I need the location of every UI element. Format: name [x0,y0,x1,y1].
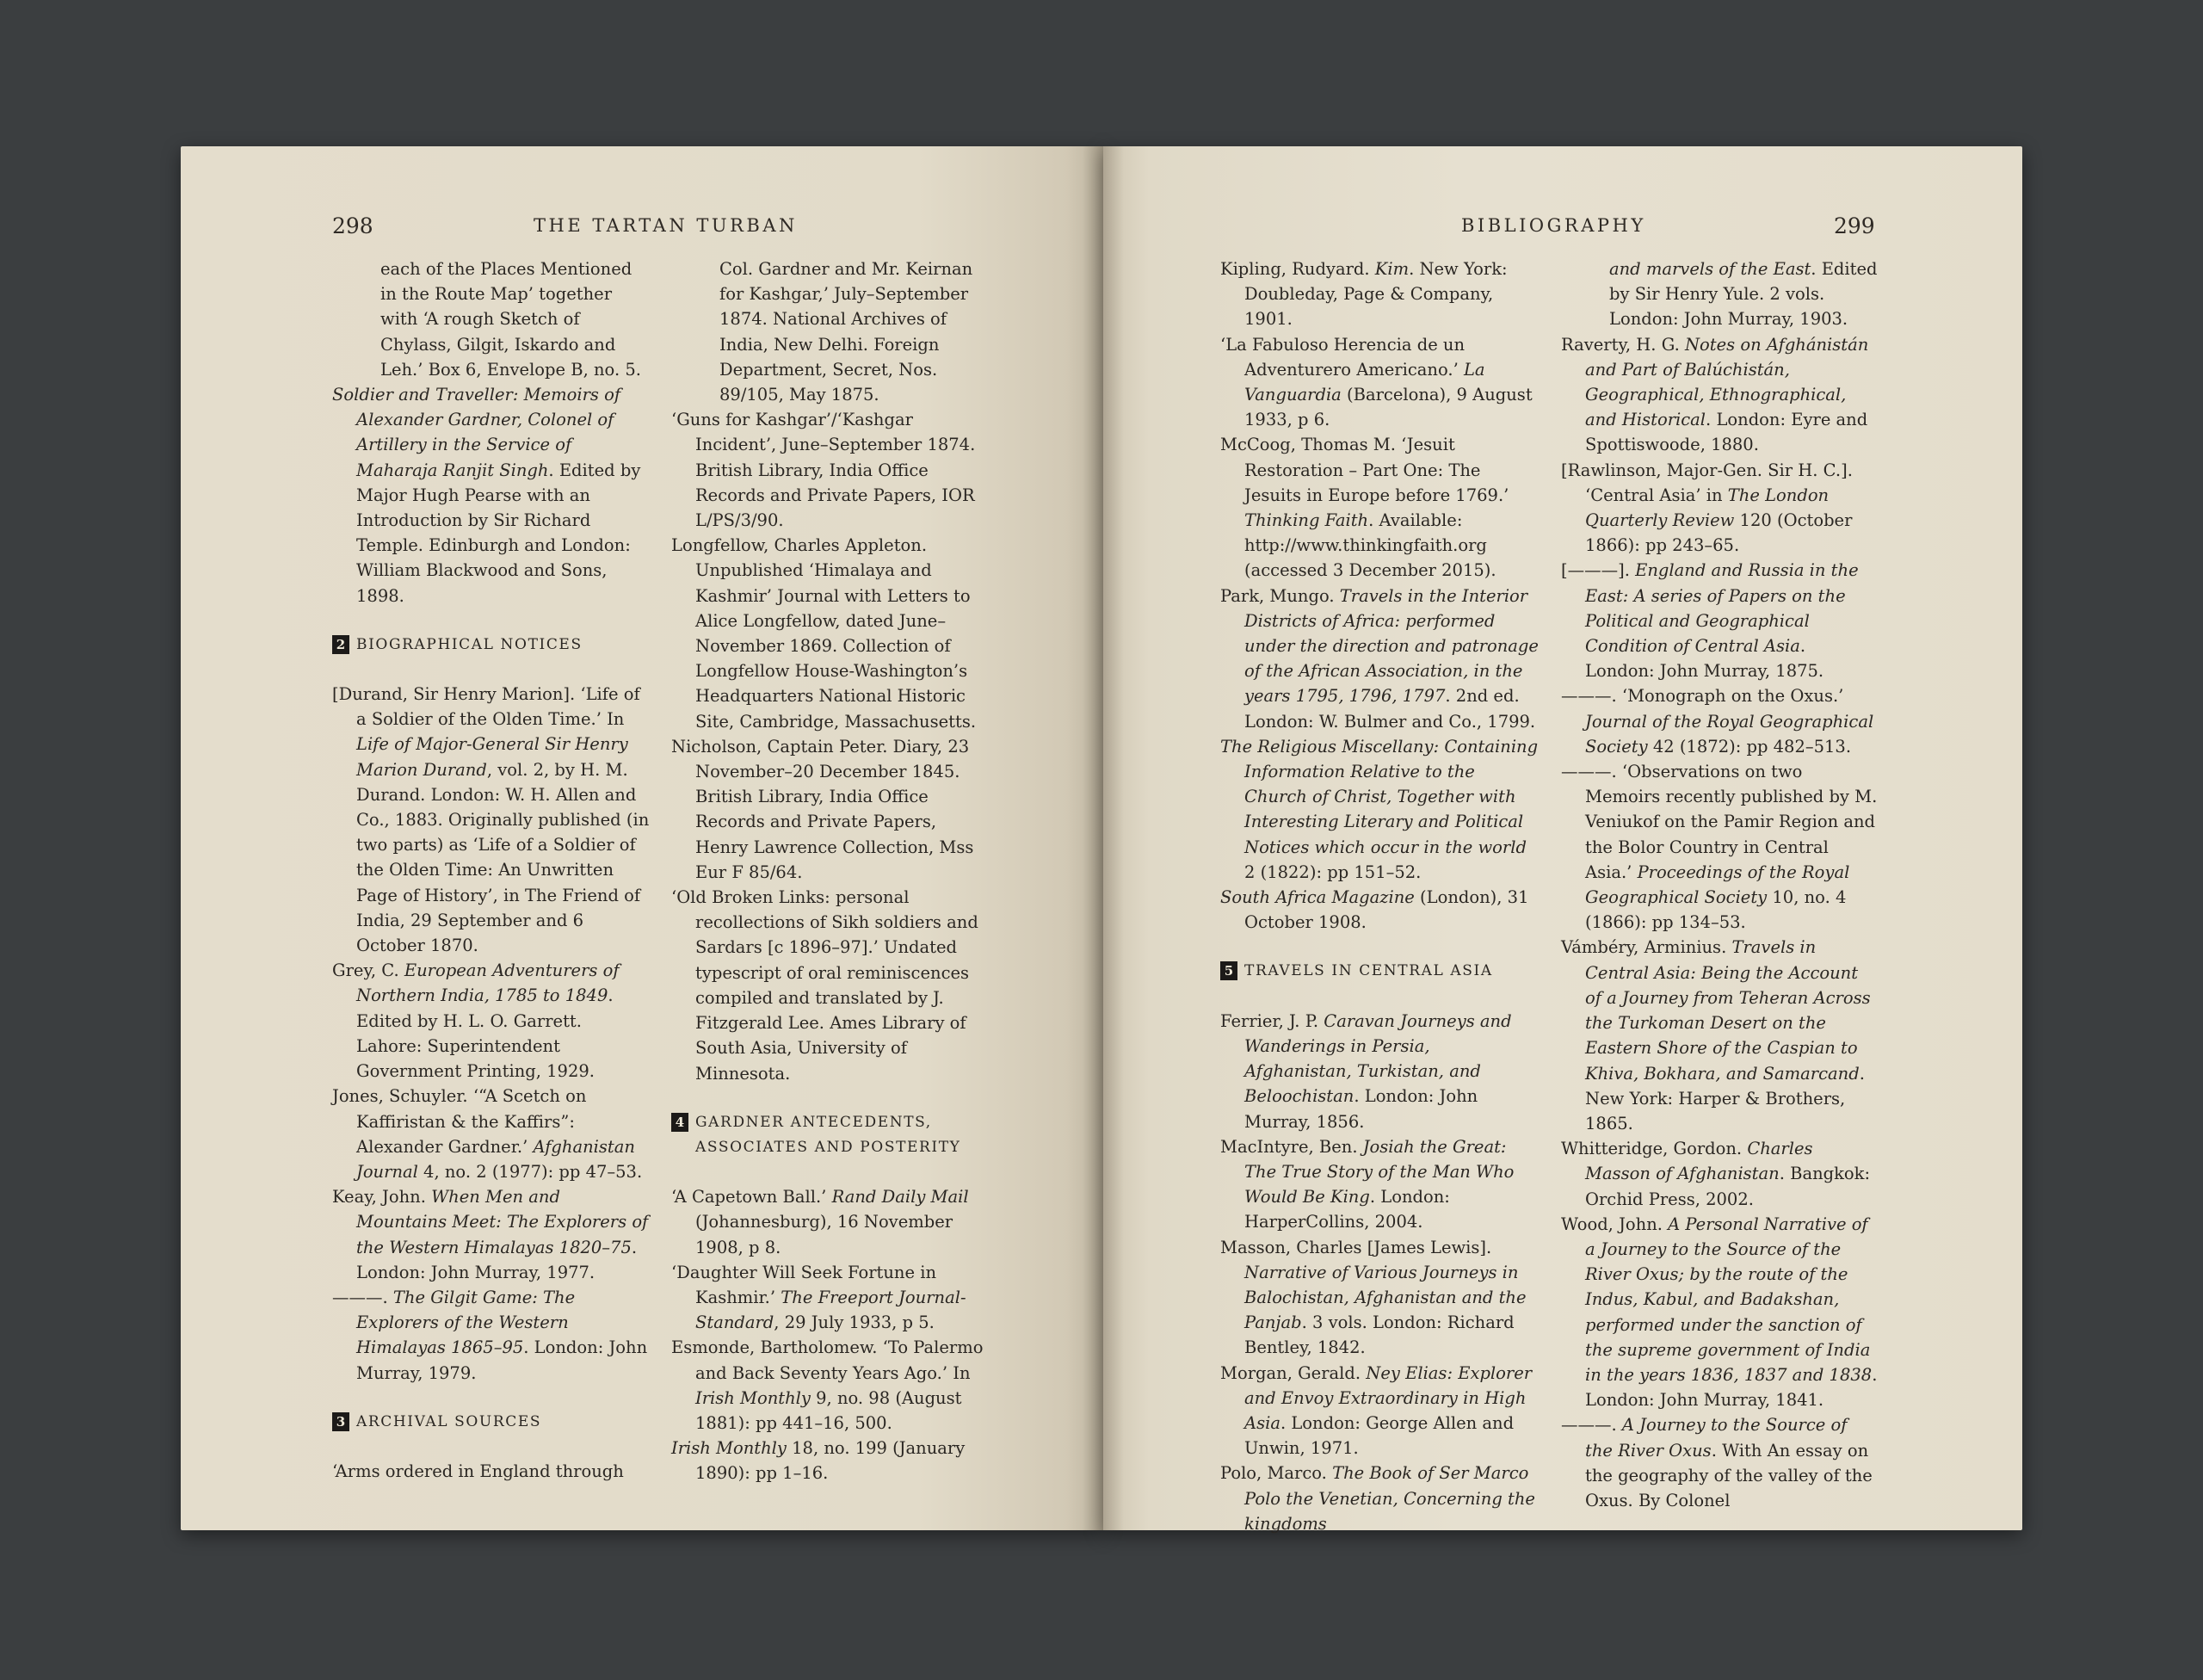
left-page [181,146,1103,1530]
section-title: ARCHIVAL SOURCES [356,1412,542,1430]
bibliography-entry: [Rawlinson, Major-Gen. Sir H. C.]. ‘Central Asia’ in The London Quarterly Review 120 (October 1866): pp 243–65. [1561,460,1853,556]
bibliography-entry: Vámbéry, Arminius. Travels in Central Asia: Being the Account of a Journey from Teheran Across the Turkoman Desert on the Eastern Shore of the Caspian to Khiva, Bokhara, and Samarcand. New York: Harper & Brothers, 1865. [1561,937,1871,1133]
section-number: 5 [1220,961,1237,980]
bibliography-entry: Irish Monthly 18, no. 199 (January 1890): pp 1–16. [671,1438,966,1484]
bibliography-entry: ‘Arms ordered in England through [332,1461,624,1481]
bibliography-entry: Grey, C. European Adventurers of Northern India, 1785 to 1849. Edited by H. L. O. Garrett. Lahore: Superintendent Government Printing, 1929. [332,960,620,1082]
bibliography-entry: ‘Old Broken Links: personal recollections of Sikh soldiers and Sardars [c 1896–97].’ Undated typescript of oral reminiscences compiled and translated by J. Fitzgerald Lee. Ames Library of South Asia, University of Minnesota. [671,887,978,1084]
bibliography-entry: The Religious Miscellany: Containing Information Relative to the Church of Christ, Together with Interesting Literary and Political Notices which occur in the world 2 (1822): pp 151–52. [1220,736,1539,882]
bibliography-entry: each of the Places Mentioned in the Route Map’ together with ‘A rough Sketch of Chylass, Gilgit, Iskardo and Leh.’ Box 6, Envelope B, no. 5. [380,259,641,380]
bibliography-entry: Ferrier, J. P. Caravan Journeys and Wanderings in Persia, Afghanistan, Turkistan, and Beloochistan. London: John Murray, 1856. [1220,1010,1512,1132]
bibliography-entry: South Africa Magazine (London), 31 October 1908. [1220,887,1529,933]
bibliography-entry: Longfellow, Charles Appleton. Unpublished ‘Himalaya and Kashmir’ Journal with Letters to Alice Longfellow, dated June–November 1869. Collection of Longfellow House-Washington’s Headquarters National Historic Site, Cambridge, Massachusetts. [671,535,977,732]
running-head: THE TARTAN TURBAN [534,215,798,236]
bibliography-entry: Jones, Schuyler. ‘“A Scetch on Kaffiristan & the Kaffirs”: Alexander Gardner.’ Afghanistan Journal 4, no. 2 (1977): pp 47–53. [332,1086,643,1182]
right-column-2 [1561,256,1879,1513]
section-number: 4 [671,1113,688,1132]
left-column-2 [671,256,990,1486]
page-number: 298 [332,213,373,238]
section-title: TRAVELS IN CENTRAL ASIA [1244,962,1493,980]
bibliography-entry: Esmonde, Bartholomew. ‘To Palermo and Back Seventy Years Ago.’ In Irish Monthly 9, no. 98 (August 1881): pp 441–16, 500. [671,1337,984,1433]
bibliography-entry: [———]. England and Russia in the East: A series of Papers on the Political and Geographical Condition of Central Asia. London: John Murray, 1875. [1561,560,1859,682]
section-number: 3 [332,1412,349,1431]
section-title: GARDNER ANTECEDENTS, ASSOCIATES AND POSTERITY [695,1113,961,1156]
bibliography-entry: Nicholson, Captain Peter. Diary, 23 November–20 December 1845. British Library, India Office Records and Private Papers, Henry Lawrence Collection, Mss Eur F 85/64. [671,736,974,882]
bibliography-entry: Whitteridge, Gordon. Charles Masson of Afghanistan. Bangkok: Orchid Press, 2002. [1561,1139,1871,1209]
bibliography-entry: ‘A Capetown Ball.’ Rand Daily Mail (Johannesburg), 16 November 1908, p 8. [671,1187,969,1257]
bibliography-entry: Raverty, H. G. Notes on Afghánistán and Part of Balúchistán, Geographical, Ethnographical, and Historical. London: Eyre and Spottiswoode, 1880. [1561,334,1869,455]
bibliography-entry: Park, Mungo. Travels in the Interior Districts of Africa: performed under the direction and patronage of the African Association, in the years 1795, 1796, 1797. 2nd ed. London: W. Bulmer and Co., 1799. [1220,585,1539,732]
bibliography-entry: Morgan, Gerald. Ney Elias: Explorer and Envoy Extraordinary in High Asia. London: George Allen and Unwin, 1971. [1220,1362,1533,1459]
left-column-1 [332,256,651,1484]
bibliography-entry: Soldier and Traveller: Memoirs of Alexander Gardner, Colonel of Artillery in the Service of Maharaja Ranjit Singh. Edited by Major Hugh Pearse with an Introduction by Sir Richard Temple. Edinburgh and London: William Blackwood and Sons, 1898. [332,385,641,606]
right-page [1103,146,2022,1534]
bibliography-entry: ———. The Gilgit Game: The Explorers of the Western Himalayas 1865–95. London: John Murray, 1979. [332,1287,648,1383]
section-heading [1220,959,1539,984]
bibliography-entry: Wood, John. A Personal Narrative of a Journey to the Source of the River Oxus; by the route of the Indus, Kabul, and Badakshan, performed under the sanction of the supreme government of India in the years 1836, 1837 and 1838. London: John Murray, 1841. [1561,1214,1878,1411]
section-heading [332,1410,651,1435]
bibliography-entry: MacIntyre, Ben. Josiah the Great: The True Story of the Man Who Would Be King. London: HarperCollins, 2004. [1220,1136,1515,1232]
section-number: 2 [332,635,349,654]
bibliography-entry: Masson, Charles [James Lewis]. Narrative of Various Journeys in Balochistan, Afghanistan and the Panjab. 3 vols. London: Richard Bentley, 1842. [1220,1237,1527,1358]
bibliography-entry: ‘Guns for Kashgar’/‘Kashgar Incident’, June–September 1874. British Library, India Office Records and Private Papers, IOR L/PS/3/90. [671,410,976,531]
page-number: 299 [1834,213,1875,238]
right-column-1 [1220,256,1539,1536]
bibliography-entry: McCoog, Thomas M. ‘Jesuit Restoration – Part One: The Jesuits in Europe before 1769.’ Thinking Faith. Available: http://www.thinkingfaith.org (accessed 3 December 2015). [1220,435,1509,581]
bibliography-entry: Col. Gardner and Mr. Keirnan for Kashgar,’ July–September 1874. National Archives of India, New Delhi. Foreign Department, Secret, Nos. 89/105, May 1875. [719,259,973,405]
bibliography-entry: ———. A Journey to the Source of the River Oxus. With An essay on the geography of the valley of the Oxus. By Colonel [1561,1415,1873,1510]
bibliography-entry: ‘La Fabuloso Herencia de un Adventurero Americano.’ La Vanguardia (Barcelona), 9 August 1933, p 6. [1220,334,1533,430]
section-heading [671,1110,990,1160]
section-title: BIOGRAPHICAL NOTICES [356,635,583,653]
running-head: BIBLIOGRAPHY [1461,215,1646,236]
section-heading [332,633,651,658]
bibliography-entry: and marvels of the East. Edited by Sir Henry Yule. 2 vols. London: John Murray, 1903. [1609,259,1878,330]
bibliography-entry: ‘Daughter Will Seek Fortune in Kashmir.’ The Freeport Journal-Standard, 29 July 1933, p 5. [671,1262,966,1333]
bibliography-entry: [Durand, Sir Henry Marion]. ‘Life of a Soldier of the Olden Time.’ In Life of Major-General Sir Henry Marion Durand, vol. 2, by H. M. Durand. London: W. H. Allen and Co., 1883. Originally published (in two parts) as ‘Life of a Soldier of the Olden Time: An Unwritten Page of History’, in The Friend of India, 29 September and 6 October 1870. [332,684,650,956]
bibliography-entry: ———. ‘Monograph on the Oxus.’ Journal of the Royal Geographical Society 42 (1872): pp 482–513. [1561,686,1874,757]
bibliography-entry: Keay, John. When Men and Mountains Meet: The Explorers of the Western Himalayas 1820–75. London: John Murray, 1977. [332,1187,649,1282]
bibliography-entry: ———. ‘Observations on two Memoirs recently published by M. Veniukof on the Pamir Region and the Bolor Country in Central Asia.’ Proceedings of the Royal Geographical Society 10, no. 4 (1866): pp 134–53. [1561,762,1878,933]
bibliography-entry: Polo, Marco. The Book of Ser Marco Polo the Venetian, Concerning the kingdoms [1220,1463,1535,1534]
bibliography-entry: Kipling, Rudyard. Kim. New York: Doubleday, Page & Company, 1901. [1220,259,1508,330]
